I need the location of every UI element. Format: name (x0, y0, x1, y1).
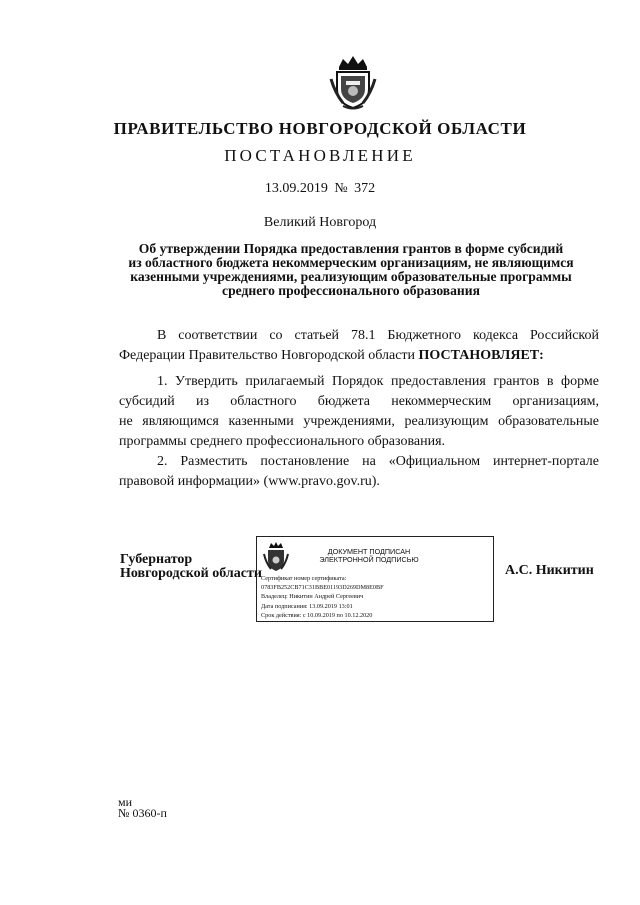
document-type: ПОСТАНОВЛЕНИЕ (224, 146, 416, 165)
stamp-cert-label: Сертификат номер сертификата: (261, 575, 347, 582)
stamp-heading-line: ДОКУМЕНТ ПОДПИСАН (327, 547, 411, 556)
preamble-paragraph (119, 326, 599, 366)
government-title: ПРАВИТЕЛЬСТВО НОВГОРОДСКОЙ ОБЛАСТИ (113, 119, 527, 138)
item-1-paragraph (119, 372, 599, 452)
subject-line: из областного бюджета некоммерческим организациям, не являющимся (128, 255, 574, 270)
item-1-line: 1. Утвердить прилагаемый Порядок предоставления грантов в форме (157, 374, 599, 389)
preamble-text: В соответствии со статьей 78.1 Бюджетного кодекса Российской Федерации Правительство Новгородской области (119, 328, 599, 363)
document-footer (118, 797, 167, 819)
coat-of-arms-icon (329, 53, 377, 111)
city: Великий Новгород (263, 215, 377, 230)
subject-line: Об утверждении Порядка предоставления грантов в форме субсидий (138, 241, 564, 256)
decree-body (119, 326, 599, 492)
stamp-owner: Владелец: Никитин Андрей Сергеевич (261, 593, 364, 601)
item-2-rest: правовой информации» (www.pravo.gov.ru). (119, 474, 380, 489)
footer-reg-number: № 0360-п (118, 806, 167, 820)
date-and-number: 13.09.2019 № 372 (264, 181, 376, 196)
signer-position-line: Губернатор (120, 552, 193, 567)
decree-subject (110, 242, 592, 298)
stamp-heading-line: ЭЛЕКТРОННОЙ ПОДПИСЬЮ (319, 555, 419, 565)
stamp-validity: Срок действия: с 10.09.2019 по 10.12.2020 (261, 611, 373, 619)
signer-position-line: Новгородской области (120, 566, 262, 581)
stamp-cert-number: 0783FB252CB71C31BBE01193D269DM8E0BF (261, 584, 384, 592)
subject-line: казенными учреждениями, реализующим образовательные программы (130, 269, 572, 284)
electronic-signature-stamp (256, 536, 494, 622)
item-2-paragraph (119, 452, 599, 492)
signer-name: А.С. Никитин (505, 563, 594, 578)
item-1-rest: не являющимся казенными учреждениями, реализующим образовательные программы среднего профессионального образования. (119, 414, 599, 449)
item-1-line: субсидий из областного бюджета некоммерческим организациям, (119, 394, 599, 409)
stamp-coat-of-arms-icon (262, 541, 290, 573)
resolves-keyword: ПОСТАНОВЛЯЕТ: (418, 348, 544, 363)
subject-line: среднего профессионального образования (222, 283, 480, 298)
stamp-heading (299, 548, 439, 565)
item-2-line: 2. Разместить постановление на «Официальном интернет-портале (157, 454, 599, 469)
signer-position (120, 553, 262, 581)
footer-initials: ми (118, 795, 133, 809)
stamp-sign-date: Дата подписания: 13.09.2019 13:01 (261, 602, 353, 610)
stamp-details (261, 574, 491, 620)
